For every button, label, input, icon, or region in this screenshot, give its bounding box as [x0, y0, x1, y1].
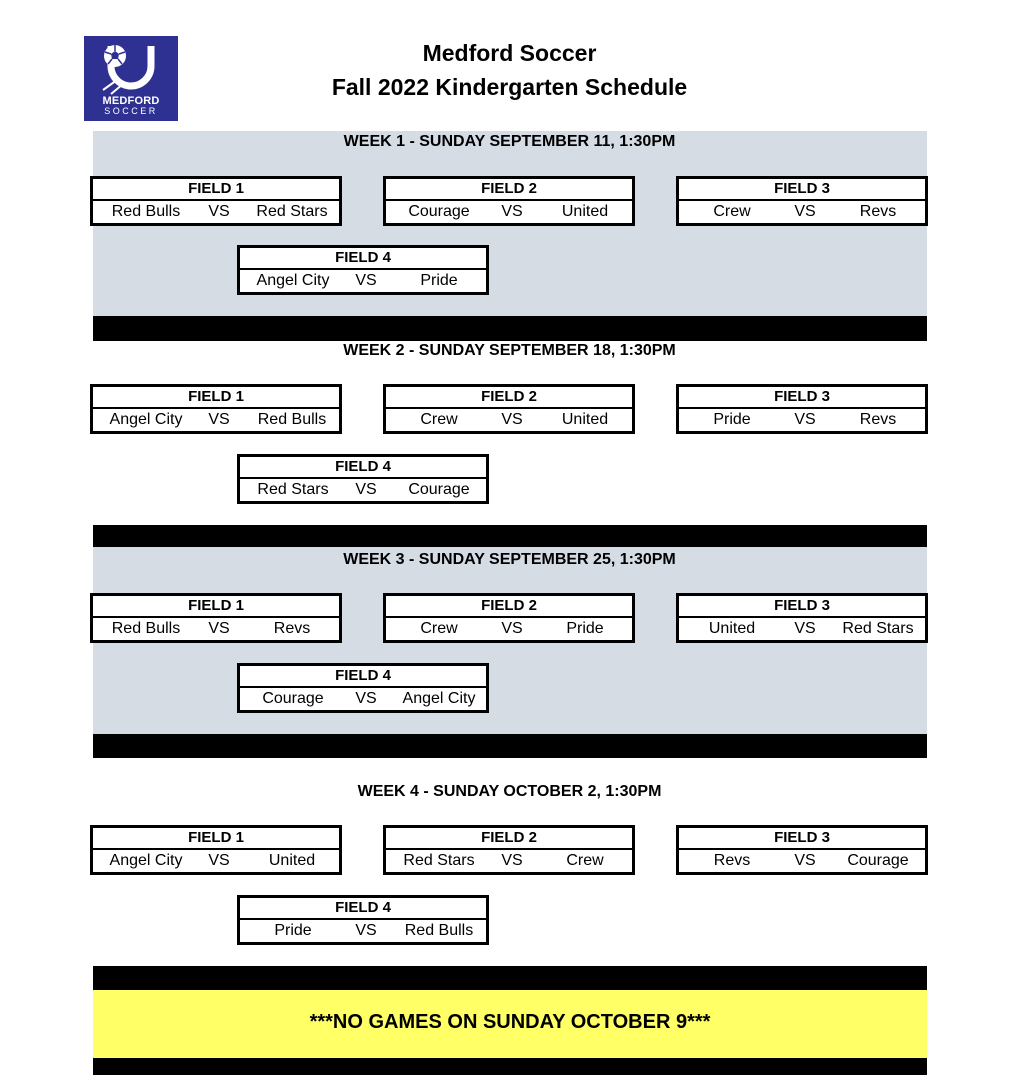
vs-label: VS: [501, 203, 523, 220]
away-team: Courage: [408, 481, 470, 498]
week-1-field-4-game: [237, 245, 489, 295]
away-team: United: [268, 852, 316, 869]
week-2-field-4-game: [237, 454, 489, 504]
field-label: FIELD 1: [93, 179, 339, 201]
page-subtitle: Fall 2022 Kindergarten Schedule: [331, 74, 688, 100]
home-team: Red Stars: [403, 852, 475, 869]
home-team: Red Bulls: [111, 203, 181, 220]
field-label: FIELD 4: [240, 666, 486, 688]
vs-label: VS: [208, 852, 230, 869]
away-team: United: [561, 203, 609, 220]
vs-label: VS: [355, 922, 377, 939]
week-4-field-1-game: [90, 825, 342, 875]
divider-bar: [93, 525, 927, 547]
home-team: Crew: [420, 620, 458, 637]
field-label: FIELD 2: [386, 179, 632, 201]
away-team: Revs: [859, 203, 897, 220]
field-label: FIELD 4: [240, 457, 486, 479]
divider-bar: [93, 734, 927, 758]
home-team: Courage: [408, 203, 470, 220]
week-3-field-3-game: [676, 593, 928, 643]
vs-label: VS: [208, 411, 230, 428]
away-team: Revs: [273, 620, 311, 637]
vs-label: VS: [208, 620, 230, 637]
week-2-field-3-game: [676, 384, 928, 434]
page-title: Medford Soccer: [422, 40, 597, 66]
week-1-title: WEEK 1 - SUNDAY SEPTEMBER 11, 1:30PM: [343, 133, 676, 150]
field-label: FIELD 1: [93, 596, 339, 618]
divider-bar: [93, 1058, 927, 1075]
week-3-field-1-game: [90, 593, 342, 643]
home-team: Crew: [713, 203, 751, 220]
field-label: FIELD 3: [679, 828, 925, 850]
week-4-field-3-game: [676, 825, 928, 875]
away-team: Red Stars: [256, 203, 328, 220]
field-label: FIELD 1: [93, 828, 339, 850]
week-4-title: WEEK 4 - SUNDAY OCTOBER 2, 1:30PM: [357, 783, 662, 800]
home-team: Red Stars: [257, 481, 329, 498]
away-team: Pride: [566, 620, 604, 637]
week-1-field-2-game: [383, 176, 635, 226]
away-team: Courage: [847, 852, 909, 869]
field-label: FIELD 2: [386, 828, 632, 850]
vs-label: VS: [355, 272, 377, 289]
logo-text-soccer: SOCCER: [104, 106, 158, 116]
field-label: FIELD 1: [93, 387, 339, 409]
vs-label: VS: [501, 411, 523, 428]
away-team: Crew: [566, 852, 604, 869]
week-2-title: WEEK 2 - SUNDAY SEPTEMBER 18, 1:30PM: [343, 342, 676, 359]
away-team: Revs: [859, 411, 897, 428]
field-label: FIELD 2: [386, 387, 632, 409]
vs-label: VS: [794, 411, 816, 428]
field-label: FIELD 4: [240, 898, 486, 920]
home-team: Angel City: [109, 852, 183, 869]
home-team: Revs: [713, 852, 751, 869]
away-team: United: [561, 411, 609, 428]
week-4-field-2-game: [383, 825, 635, 875]
home-team: Angel City: [256, 272, 330, 289]
week-4-field-4-game: [237, 895, 489, 945]
field-label: FIELD 4: [240, 248, 486, 270]
week-1-field-1-game: [90, 176, 342, 226]
week-3-title: WEEK 3 - SUNDAY SEPTEMBER 25, 1:30PM: [343, 551, 676, 568]
home-team: Angel City: [109, 411, 183, 428]
vs-label: VS: [501, 620, 523, 637]
vs-label: VS: [355, 481, 377, 498]
home-team: Pride: [713, 411, 751, 428]
home-team: Pride: [274, 922, 312, 939]
home-team: Crew: [420, 411, 458, 428]
home-team: Courage: [262, 690, 324, 707]
field-label: FIELD 3: [679, 387, 925, 409]
vs-label: VS: [794, 620, 816, 637]
no-games-notice: ***NO GAMES ON SUNDAY OCTOBER 9***: [309, 1011, 711, 1033]
away-team: Pride: [420, 272, 458, 289]
away-team: Red Bulls: [257, 411, 327, 428]
vs-label: VS: [501, 852, 523, 869]
vs-label: VS: [794, 852, 816, 869]
week-1-field-3-game: [676, 176, 928, 226]
field-label: FIELD 3: [679, 179, 925, 201]
week-3-field-4-game: [237, 663, 489, 713]
week-3-field-2-game: [383, 593, 635, 643]
divider-bar: [93, 966, 927, 990]
field-label: FIELD 2: [386, 596, 632, 618]
vs-label: VS: [355, 690, 377, 707]
vs-label: VS: [208, 203, 230, 220]
away-team: Red Stars: [842, 620, 914, 637]
home-team: United: [708, 620, 756, 637]
divider-bar: [93, 316, 927, 341]
home-team: Red Bulls: [111, 620, 181, 637]
field-label: FIELD 3: [679, 596, 925, 618]
week-2-field-1-game: [90, 384, 342, 434]
away-team: Angel City: [402, 690, 476, 707]
away-team: Red Bulls: [404, 922, 474, 939]
vs-label: VS: [794, 203, 816, 220]
logo-text-medford: MEDFORD: [102, 95, 160, 107]
week-2-field-2-game: [383, 384, 635, 434]
